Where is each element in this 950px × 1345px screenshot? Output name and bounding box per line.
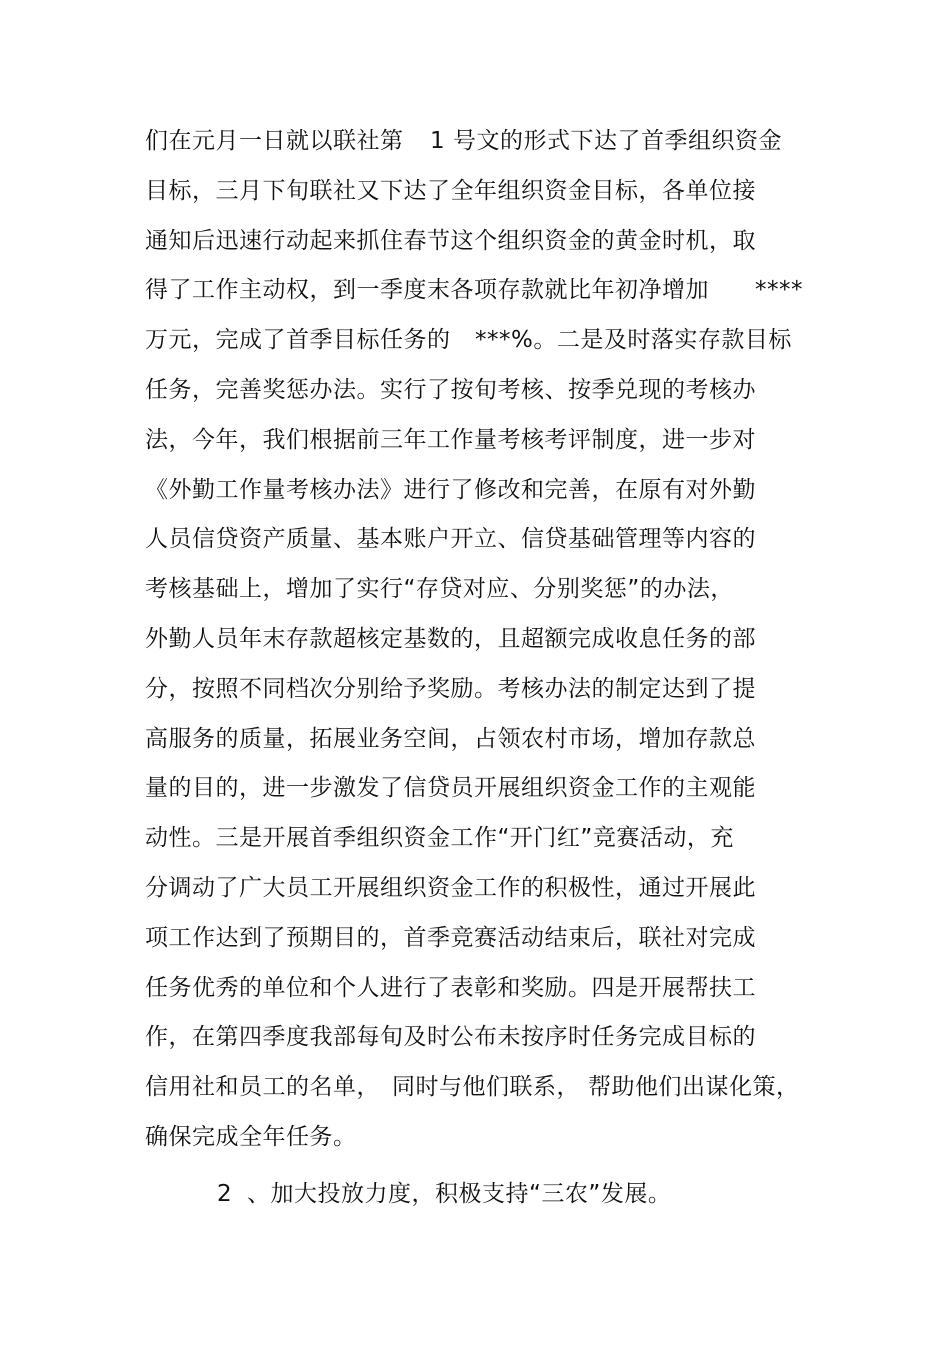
text-line-19: 作，在第四季度我部每旬及时公布未按序时任务完成目标的 bbox=[145, 1024, 756, 1050]
text-line-1-part-b: 1 号文的形式下达了首季组织资金 bbox=[430, 128, 782, 154]
text-line-11: 外勤人员年末存款超核定基数的，且超额完成收息任务的部 bbox=[145, 626, 756, 652]
text-line-10: 考核基础上，增加了实行“存贷对应、分别奖惩”的办法， bbox=[145, 576, 734, 602]
text-line-20-part-c: 帮助他们出谋化策， bbox=[588, 1074, 800, 1100]
text-line-17: 项工作达到了预期目的，首季竞赛活动结束后，联社对完成 bbox=[145, 925, 756, 951]
text-line-20-part-a: 信用社和员工的名单， bbox=[145, 1074, 380, 1100]
text-line-8: 《外勤工作量考核办法》进行了修改和完善，在原有对外勤 bbox=[145, 477, 756, 503]
text-line-5-part-a: 万元，完成了首季目标任务的 bbox=[145, 327, 451, 353]
section-heading-2-title: 、加大投放力度，积极支持“三农”发展。 bbox=[247, 1181, 672, 1207]
text-line-4-part-a: 得了工作主动权，到一季度末各项存款就比年初净增加 bbox=[145, 277, 709, 303]
text-line-18: 任务优秀的单位和个人进行了表彰和奖励。四是开展帮扶工 bbox=[145, 975, 756, 1001]
text-line-12: 分，按照不同档次分别给予奖励。考核办法的制定达到了提 bbox=[145, 676, 756, 702]
text-line-1-part-a: 们在元月一日就以联社第 bbox=[145, 128, 404, 154]
text-line-5-part-b: ***%。二是及时落实存款目标 bbox=[475, 327, 792, 353]
text-line-15: 动性。三是开展首季组织资金工作“开门红”竞赛活动，充 bbox=[145, 825, 734, 851]
section-heading-2-number: 2 bbox=[217, 1181, 233, 1207]
text-line-6: 任务，完善奖惩办法。实行了按旬考核、按季兑现的考核办 bbox=[145, 377, 756, 403]
text-line-21: 确保完成全年任务。 bbox=[145, 1124, 357, 1150]
text-line-14: 量的目的，进一步激发了信贷员开展组织资金工作的主观能 bbox=[145, 775, 756, 801]
text-line-3: 通知后迅速行动起来抓住春节这个组织资金的黄金时机，取 bbox=[145, 228, 756, 254]
text-line-13: 高服务的质量，拓展业务空间，占领农村市场，增加存款总 bbox=[145, 726, 756, 752]
text-line-2: 目标，三月下旬联社又下达了全年组织资金目标，各单位接 bbox=[145, 178, 756, 204]
text-line-9: 人员信贷资产质量、基本账户开立、信贷基础管理等内容的 bbox=[145, 526, 756, 552]
text-line-7: 法，今年，我们根据前三年工作量考核考评制度，进一步对 bbox=[145, 427, 756, 453]
text-line-20-part-b: 同时与他们联系， bbox=[392, 1074, 580, 1100]
text-line-16: 分调动了广大员工开展组织资金工作的积极性，通过开展此 bbox=[145, 875, 756, 901]
text-line-4-part-b: **** bbox=[755, 277, 803, 303]
